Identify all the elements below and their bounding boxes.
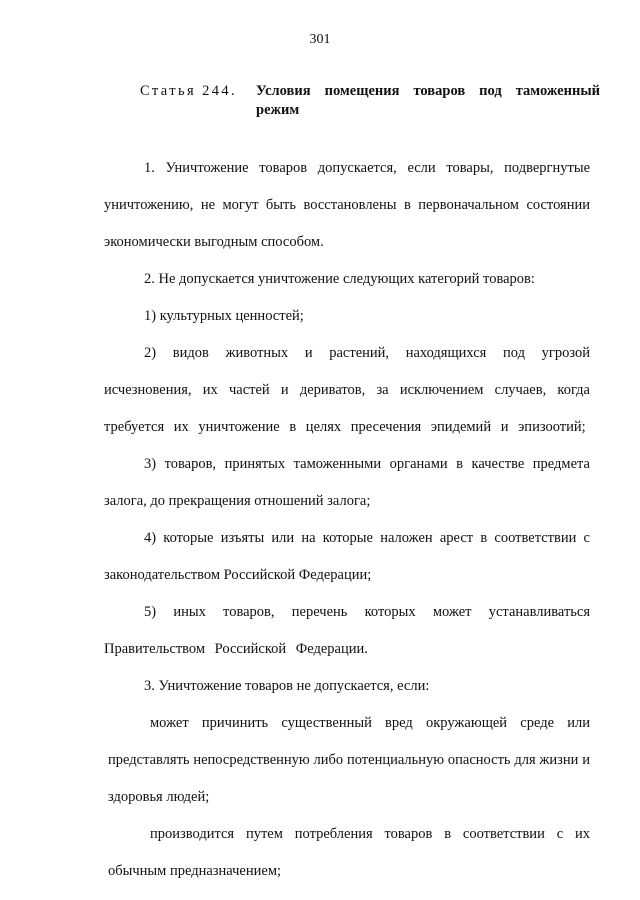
article-body (104, 150, 590, 890)
list-item-4: 4) которые изъяты или на которые наложен арест в соответствии с законодательством Российской Федерации; (104, 530, 590, 583)
paragraph-3: 3. Уничтожение товаров не допускается, если: (144, 678, 430, 694)
list-item-2: 2) видов животных и растений, находящихся под угрозой исчезновения, их частей и дериватов, за исключением случаев, когда требуется их уничтожение в целях пресечения эпидемий и эпизоотий; (104, 345, 590, 435)
article-title: Условия помещения товаров под таможенный режим (256, 83, 600, 118)
paragraph-2: 2. Не допускается уничтожение следующих категорий товаров: (144, 271, 535, 287)
list-item-3: 3) товаров, принятых таможенными органами в качестве предмета залога, до прекращения отношений залога; (104, 456, 590, 509)
page-number: 301 (309, 32, 331, 47)
list-item-5: 5) иных товаров, перечень которых может устанавливаться Правительством Российской Федерации. (104, 604, 590, 657)
paragraph-1: 1. Уничтожение товаров допускается, если товары, подвергнутые уничтожению, не могут быть восстановлены в первоначальном состоянии экономически выгодным способом. (104, 160, 590, 250)
article-label: Статья 244. (140, 83, 238, 99)
condition-2: производится путем потребления товаров в соответствии с их обычным предназначением; (108, 826, 590, 879)
list-item-1: 1) культурных ценностей; (144, 308, 304, 324)
condition-1: может причинить существенный вред окружающей среде или представлять непосредственную либо потенциальную опасность для жизни и здоровья людей; (108, 715, 590, 805)
